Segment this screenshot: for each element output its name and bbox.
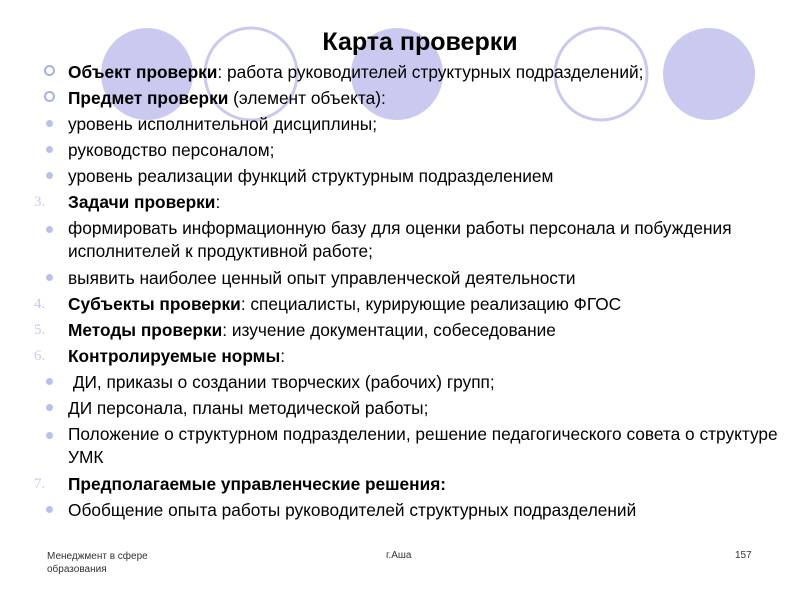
dot-bullet-icon xyxy=(30,369,68,385)
list-item xyxy=(30,395,790,421)
list-item-body: Положение о структурном подразделении, решение педагогического совета о структуре УМК xyxy=(68,424,783,467)
list-item xyxy=(30,471,790,497)
list-item-body: (элемент объекта): xyxy=(228,88,386,108)
list-item xyxy=(30,85,790,111)
list-number: 4. xyxy=(34,296,46,312)
dot-bullet-icon xyxy=(30,163,68,179)
dot-bullet-icon xyxy=(30,265,68,281)
slide-title: Карта проверки xyxy=(322,28,518,56)
dot-bullet-icon xyxy=(30,423,68,439)
list-item-body: : изучение документации, собеседование xyxy=(222,320,556,340)
list-item-heading: Предполагаемые управленческие решения: xyxy=(68,474,447,494)
list-item xyxy=(30,137,790,163)
list-item xyxy=(30,369,790,395)
list-item-body: : xyxy=(280,346,286,366)
list-item-heading: Контролируемые нормы xyxy=(68,346,281,366)
bullet-list xyxy=(30,59,790,523)
footer-center: г.Аша xyxy=(386,550,412,561)
list-item-text xyxy=(68,217,790,263)
list-item-text xyxy=(68,317,556,343)
list-item xyxy=(30,217,790,263)
list-item xyxy=(30,265,790,291)
list-item xyxy=(30,163,790,189)
list-item-text xyxy=(68,111,377,137)
dot-bullet-icon xyxy=(30,497,68,513)
list-item-text xyxy=(68,343,285,369)
footer-left: Менеджмент в сфере образования xyxy=(47,551,148,575)
list-item-body: выявить наиболее ценный опыт управленческой деятельности xyxy=(68,268,576,288)
list-number: 5. xyxy=(34,322,46,338)
list-item-body: ДИ персонала, планы методической работы; xyxy=(68,398,429,418)
list-item-text xyxy=(68,369,495,395)
page-number: 157 xyxy=(735,550,752,561)
list-item-text xyxy=(68,163,553,189)
list-item-text xyxy=(68,59,643,85)
list-item xyxy=(30,59,790,85)
ring-bullet-icon xyxy=(30,59,68,76)
list-item-body: руководство персоналом; xyxy=(68,140,275,160)
list-item-text xyxy=(68,471,446,497)
dot-bullet-icon xyxy=(30,395,68,411)
list-item xyxy=(30,317,790,343)
list-item-body: формировать информационную базу для оценки работы персонала и побуждения исполнителей к продуктивной работе; xyxy=(68,218,737,261)
list-item-body: уровень реализации функций структурным подразделением xyxy=(68,166,554,186)
list-item-body: : работа руководителей структурных подразделений; xyxy=(217,62,644,82)
list-item-text xyxy=(68,291,621,317)
list-item-text xyxy=(68,265,576,291)
list-item-text xyxy=(68,85,386,111)
list-item-text xyxy=(68,423,790,469)
list-number: 3. xyxy=(34,194,46,210)
list-item-body: : специалисты, курирующие реализацию ФГОС xyxy=(240,294,622,314)
list-item xyxy=(30,111,790,137)
list-item-heading: Субъекты проверки xyxy=(68,294,241,314)
list-item-body: : xyxy=(215,192,221,212)
list-item xyxy=(30,343,790,369)
list-item xyxy=(30,497,790,523)
dot-bullet-icon xyxy=(30,137,68,153)
list-item-text xyxy=(68,497,636,523)
list-number: 7. xyxy=(34,476,46,492)
list-number: 6. xyxy=(34,348,46,364)
list-item-body: ДИ, приказы о создании творческих (рабочих) групп; xyxy=(68,372,495,392)
ring-bullet-icon xyxy=(30,85,68,102)
list-item-heading: Методы проверки xyxy=(68,320,223,340)
list-item xyxy=(30,189,790,215)
list-item-text xyxy=(68,189,220,215)
list-item-heading: Предмет проверки xyxy=(68,88,229,108)
list-item-body: Обобщение опыта работы руководителей структурных подразделений xyxy=(68,500,637,520)
list-item-text xyxy=(68,395,428,421)
list-item-heading: Задачи проверки xyxy=(68,192,216,212)
list-item xyxy=(30,423,790,469)
dot-bullet-icon xyxy=(30,217,68,233)
list-item xyxy=(30,291,790,317)
list-item-heading: Объект проверки xyxy=(68,62,218,82)
dot-bullet-icon xyxy=(30,111,68,127)
list-item-text xyxy=(68,137,274,163)
list-item-body: уровень исполнительной дисциплины; xyxy=(68,114,378,134)
